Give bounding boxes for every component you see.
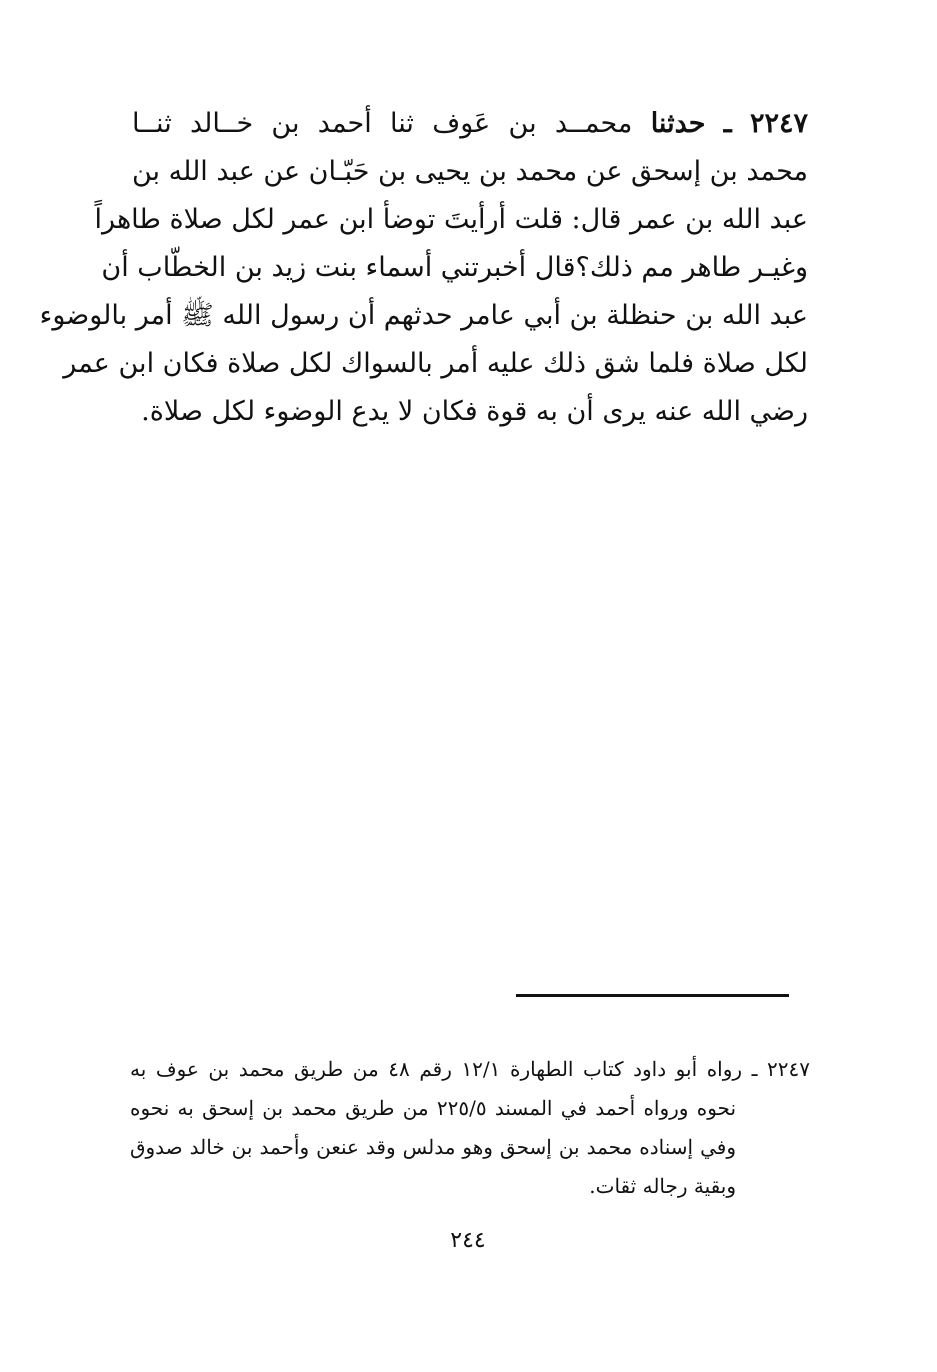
hadith-line-6: لكل صلاة فلما شق ذلك عليه أمر بالسواك لكل صلاة فكان ابن عمر (63, 348, 808, 379)
hadith-dash: ـ (723, 108, 732, 139)
footnote-line-1: ٢٢٤٧ ـ رواه أبو داود كتاب الطهارة ١٢/١ رقم ٤٨ من طريق محمد بن عوف به (130, 1057, 810, 1081)
hadith-line-3: عبد الله بن عمر قال: قلت أرأيتَ توضأ ابن عمر لكل صلاة طاهراً (94, 204, 808, 235)
page-number: ٢٤٤ (450, 1228, 486, 1253)
footnote-line-3: وفي إسناده محمد بن إسحق وهو مدلس وقد عنعن وأحمد بن خالد صدوق (130, 1135, 736, 1159)
hadith-line-1-rest: محمــد بن عَوف ثنا أحمد بن خــالد ثنــا (132, 108, 633, 139)
footnote-line-4: وبقية رجاله ثقات. (589, 1174, 736, 1198)
hadith-number: ٢٢٤٧ (749, 108, 808, 139)
hadith-text (39, 100, 808, 436)
footnote-line-2: نحوه ورواه أحمد في المسند ٢٢٥/٥ من طريق محمد بن إسحق به نحوه (130, 1096, 737, 1120)
hadith-line-1 (132, 100, 808, 148)
hadith-line-4: وغيـر طاهر مم ذلك؟قال أخبرتني أسماء بنت زيد بن الخطّاب أن (101, 252, 808, 283)
footnote (130, 1050, 810, 1206)
hadith-line-7: رضي الله عنه يرى أن به قوة فكان لا يدع الوضوء لكل صلاة. (141, 396, 808, 427)
hadith-lead-word: حدثنا (650, 108, 706, 139)
hadith-line-5: عبد الله بن حنظلة بن أبي عامر حدثهم أن رسول الله ﷺ أمر بالوضوء (39, 300, 808, 331)
footnote-separator (516, 994, 789, 997)
hadith-line-2: محمد بن إسحق عن محمد بن يحيى بن حَبّـان عن عبد الله بن (132, 156, 808, 187)
